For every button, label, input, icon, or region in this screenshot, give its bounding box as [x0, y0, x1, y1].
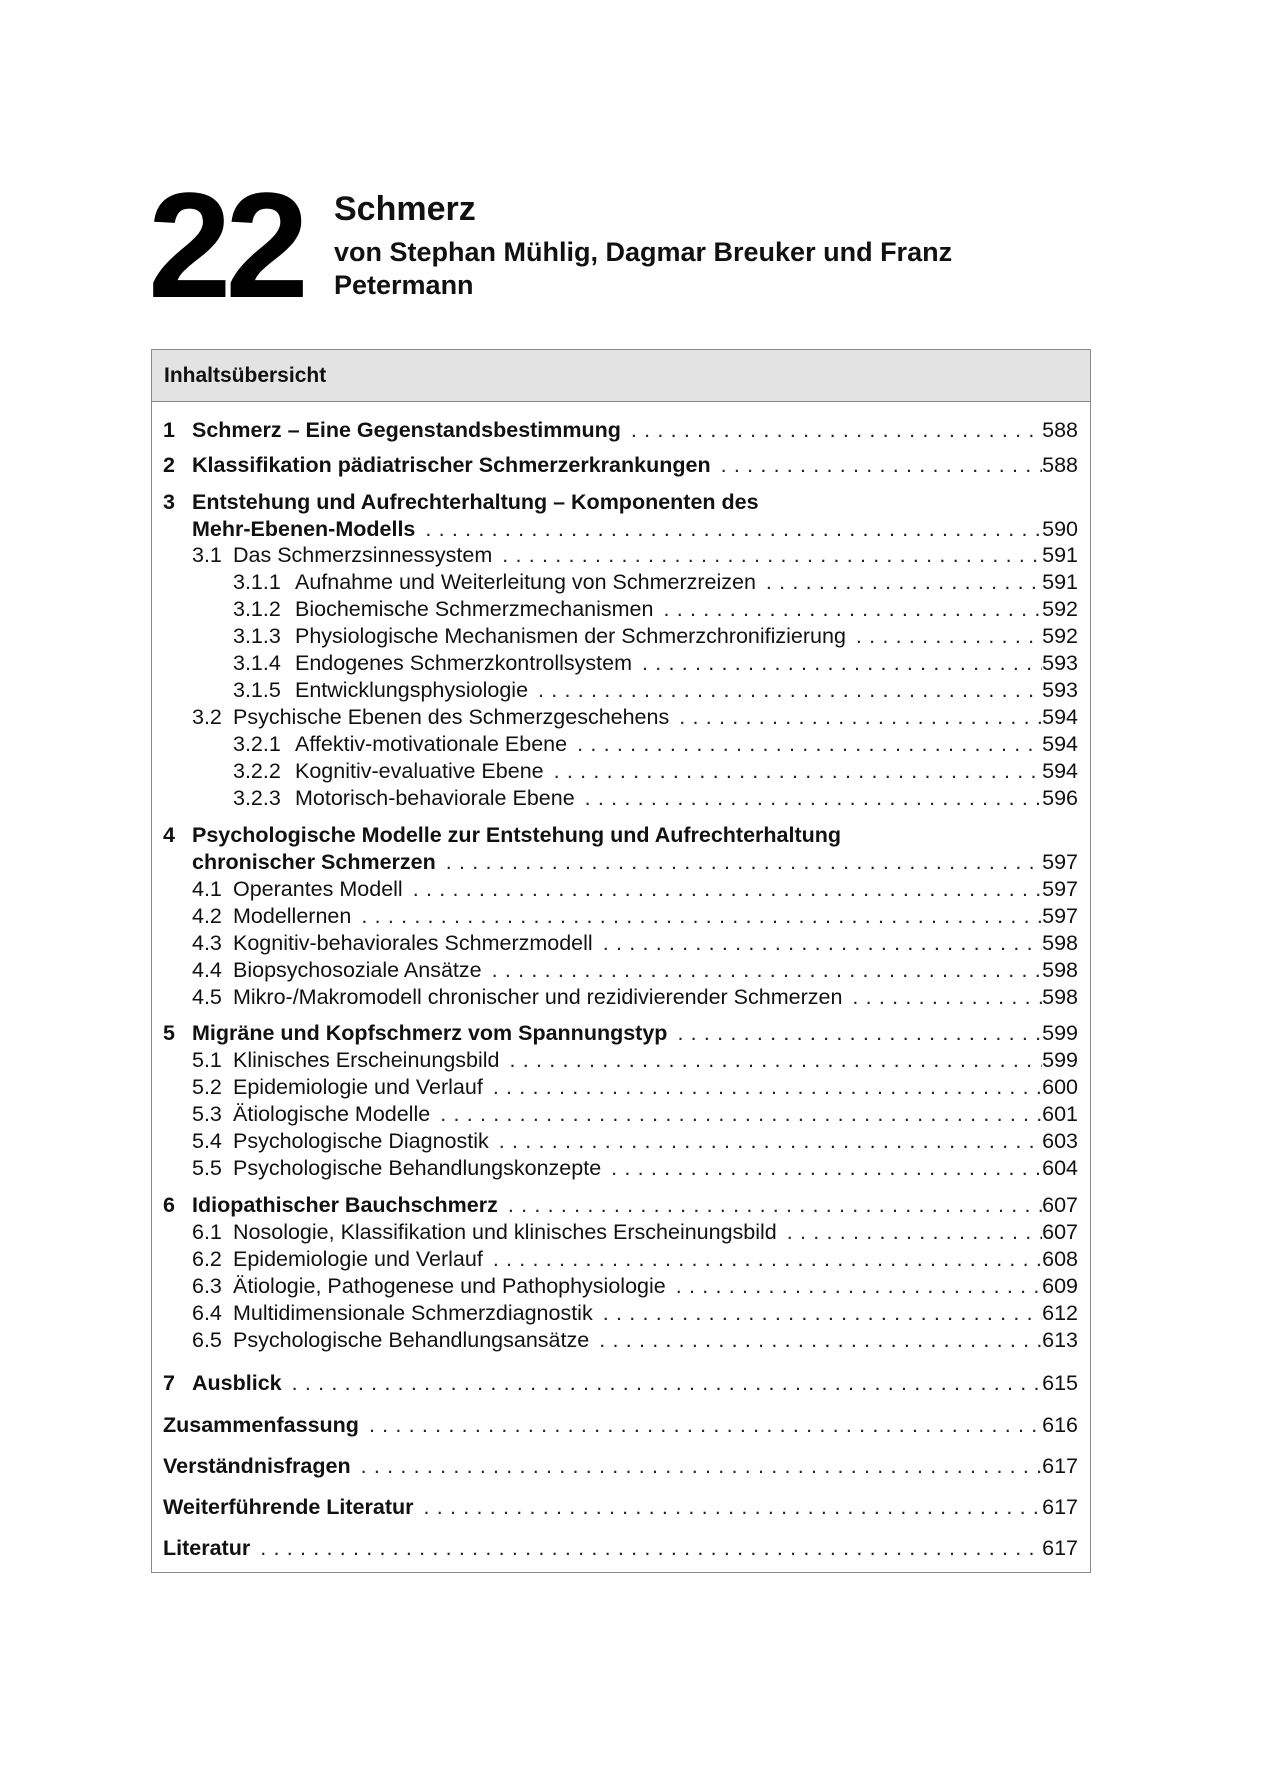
toc-entry-title: Multidimensionale Schmerzdiagnostik [233, 1301, 593, 1325]
toc-entry[interactable] [163, 677, 1078, 704]
toc-entry-title: Ausblick [192, 1371, 282, 1395]
toc-entry-page: 600 [1042, 1075, 1078, 1099]
chapter-authors: von Stephan Mühlig, Dagmar Breuker und Franz Petermann [334, 237, 953, 300]
toc-entry-title: Mikro-/Makromodell chronischer und rezidivierender Schmerzen [233, 985, 843, 1009]
dot-leader [436, 849, 1042, 876]
toc-entry-title: Operantes Modell [233, 877, 403, 901]
toc-entry[interactable] [163, 930, 1078, 957]
toc-entry-number: 7 [163, 1371, 175, 1395]
toc-entry-title: Psychologische Behandlungskonzepte [233, 1156, 602, 1180]
toc-entry-title: Psychologische Behandlungsansätze [233, 1328, 590, 1352]
toc-entry-page: 612 [1042, 1301, 1078, 1325]
toc-entry-number: 1 [163, 418, 175, 442]
toc-entry-title: Affektiv-motivationale Ebene [295, 732, 568, 756]
table-of-contents [151, 349, 1091, 1573]
toc-entry[interactable] [163, 849, 1078, 876]
toc-entry[interactable] [163, 1020, 1078, 1047]
toc-entry-number: 3.1.2 [233, 597, 281, 621]
toc-entry[interactable] [163, 731, 1078, 758]
toc-entry-page: 607 [1042, 1220, 1078, 1244]
toc-entry[interactable] [163, 516, 1078, 543]
toc-entry-title: Kognitiv-evaluative Ebene [295, 759, 544, 783]
chapter-number: 22 [148, 161, 303, 329]
toc-entry-title: Endogenes Schmerzkontrollsystem [295, 651, 632, 675]
toc-entry-number: 3.2 [192, 705, 222, 729]
dot-leader [351, 903, 1042, 930]
toc-entry[interactable] [163, 1494, 1078, 1521]
toc-entry[interactable] [163, 623, 1078, 650]
toc-entry-page: 617 [1042, 1454, 1078, 1478]
toc-entry-title: Epidemiologie und Verlauf [233, 1075, 483, 1099]
toc-entry-number: 3.1.1 [233, 570, 281, 594]
dot-leader [593, 1300, 1042, 1327]
toc-entry-title: Biochemische Schmerzmechanismen [295, 597, 654, 621]
dot-leader [756, 569, 1042, 596]
dot-leader [846, 623, 1042, 650]
dot-leader [500, 1047, 1043, 1074]
toc-entry-number: 6.2 [192, 1247, 222, 1271]
toc-entry-number: 4.5 [192, 985, 222, 1009]
dot-leader [359, 1412, 1042, 1439]
toc-entry[interactable] [163, 1155, 1078, 1182]
toc-entry-page: 599 [1042, 1021, 1078, 1045]
toc-entry-number: 5.1 [192, 1048, 222, 1072]
dot-leader [621, 417, 1042, 444]
toc-entry[interactable] [163, 1219, 1078, 1246]
dot-leader [777, 1219, 1042, 1246]
dot-leader [667, 1020, 1042, 1047]
toc-entry-page: 597 [1042, 904, 1078, 928]
dot-leader [489, 1128, 1042, 1155]
toc-entry[interactable] [163, 1074, 1078, 1101]
toc-entry[interactable] [163, 1300, 1078, 1327]
toc-entry[interactable] [163, 785, 1078, 812]
toc-entry-title: Schmerz – Eine Gegenstandsbestimmung [192, 418, 621, 442]
dot-leader [483, 1074, 1042, 1101]
toc-entry[interactable] [163, 758, 1078, 785]
toc-entry-number: 3.1.4 [233, 651, 281, 675]
toc-entry-number: 4.3 [192, 931, 222, 955]
toc-entry-page: 597 [1042, 850, 1078, 874]
toc-entry-page: 599 [1042, 1048, 1078, 1072]
dot-leader [413, 1494, 1042, 1521]
toc-entry-title: Psychische Ebenen des Schmerzgeschehens [233, 705, 670, 729]
toc-entry-title: Entwicklungsphysiologie [295, 678, 529, 702]
toc-entry-title: Modellernen [233, 904, 352, 928]
toc-entry-page: 593 [1042, 678, 1078, 702]
dot-leader [351, 1453, 1043, 1480]
toc-entry-number: 4.4 [192, 958, 222, 982]
toc-entry-title: Literatur [163, 1536, 251, 1560]
dot-leader [498, 1192, 1042, 1219]
toc-entry-title: Verständnisfragen [163, 1454, 351, 1478]
toc-entry[interactable] [163, 1128, 1078, 1155]
toc-entry-page: 590 [1042, 517, 1078, 541]
toc-entry-title: Ätiologie, Pathogenese und Pathophysiologie [233, 1274, 666, 1298]
toc-entry-title: Epidemiologie und Verlauf [233, 1247, 483, 1271]
toc-entry-number: 5.4 [192, 1129, 222, 1153]
toc-entry-title: Psychologische Diagnostik [233, 1129, 489, 1153]
toc-entry-title: Mehr-Ebenen-Modells [192, 517, 416, 541]
toc-entry-page: 617 [1042, 1495, 1078, 1519]
toc-entry-number: 6.3 [192, 1274, 222, 1298]
toc-entry[interactable] [163, 417, 1078, 444]
toc-entry-title: Migräne und Kopfschmerz vom Spannungstyp [192, 1021, 668, 1045]
toc-entry[interactable] [163, 1047, 1078, 1074]
toc-entry-page: 597 [1042, 877, 1078, 901]
toc-entry-title: Physiologische Mechanismen der Schmerzchronifizierung [295, 624, 846, 648]
toc-entry-page: 588 [1042, 418, 1078, 442]
toc-entry-title: Klassifikation pädiatrischer Schmerzerkrankungen [192, 453, 711, 477]
toc-entry[interactable] [163, 1453, 1078, 1480]
toc-entry-page: 592 [1042, 597, 1078, 621]
toc-entry-number: 3.1 [192, 543, 222, 567]
toc-entry-title: Klinisches Erscheinungsbild [233, 1048, 500, 1072]
toc-entry[interactable] [163, 1192, 1078, 1219]
toc-entry-title: Psychologische Modelle zur Entstehung und Aufrechterhaltung [192, 823, 842, 847]
dot-leader [711, 452, 1043, 479]
toc-entry-title: Weiterführende Literatur [163, 1495, 414, 1519]
toc-entry-title: Motorisch-behaviorale Ebene [295, 786, 575, 810]
toc-entry-page: 591 [1042, 570, 1078, 594]
toc-entry[interactable] [163, 1327, 1078, 1354]
toc-entry-number: 2 [163, 453, 175, 477]
dot-leader [492, 542, 1042, 569]
toc-entry[interactable] [163, 650, 1078, 677]
toc-entry-title: Biopsychosoziale Ansätze [233, 958, 482, 982]
toc-entry-page: 608 [1042, 1247, 1078, 1271]
dot-leader [589, 1327, 1042, 1354]
toc-entry[interactable] [163, 1412, 1078, 1439]
dot-leader [482, 957, 1043, 984]
toc-entry[interactable] [163, 596, 1078, 623]
toc-entry-page: 588 [1042, 453, 1078, 477]
dot-leader [282, 1370, 1043, 1397]
toc-entry-number: 4.1 [192, 877, 222, 901]
toc-entry[interactable] [163, 1246, 1078, 1273]
toc-entry-number: 5.2 [192, 1075, 222, 1099]
toc-entry-page: 616 [1042, 1413, 1078, 1437]
toc-entry-title: Ätiologische Modelle [233, 1102, 431, 1126]
toc-entry-title: Zusammenfassung [163, 1413, 359, 1437]
toc-entry[interactable] [163, 569, 1078, 596]
dot-leader [632, 650, 1042, 677]
toc-entry-page: 617 [1042, 1536, 1078, 1560]
toc-entry[interactable] [163, 489, 1078, 516]
dot-leader [593, 930, 1042, 957]
toc-entry[interactable] [163, 903, 1078, 930]
dot-leader [575, 785, 1042, 812]
dot-leader [842, 984, 1042, 1011]
toc-entry-page: 594 [1042, 705, 1078, 729]
toc-entry-title: Das Schmerzsinnessystem [233, 543, 493, 567]
toc-entry[interactable] [163, 1273, 1078, 1300]
toc-entry-number: 4.2 [192, 904, 222, 928]
toc-entry-title: chronischer Schmerzen [192, 850, 436, 874]
toc-entry-page: 596 [1042, 786, 1078, 810]
toc-entry-page: 607 [1042, 1193, 1078, 1217]
toc-entry-number: 3 [163, 490, 175, 514]
toc-entry-number: 4 [163, 823, 175, 847]
toc-entry-page: 594 [1042, 759, 1078, 783]
dot-leader [415, 516, 1042, 543]
toc-entry-page: 604 [1042, 1156, 1078, 1180]
dot-leader [483, 1246, 1042, 1273]
dot-leader [528, 677, 1042, 704]
toc-heading: Inhaltsübersicht [152, 350, 1090, 402]
toc-entry[interactable] [163, 452, 1078, 479]
toc-entry-number: 3.2.2 [233, 759, 281, 783]
toc-entry[interactable] [163, 957, 1078, 984]
toc-entry-page: 594 [1042, 732, 1078, 756]
chapter-title: Schmerz [334, 190, 476, 228]
toc-entry-number: 3.1.5 [233, 678, 281, 702]
toc-entry-number: 3.2.3 [233, 786, 281, 810]
toc-entry-page: 591 [1042, 543, 1078, 567]
toc-entry-number: 6.1 [192, 1220, 222, 1244]
toc-entry-number: 6.5 [192, 1328, 222, 1352]
toc-entry-page: 615 [1042, 1371, 1078, 1395]
dot-leader [669, 704, 1042, 731]
dot-leader [601, 1155, 1042, 1182]
toc-entry-number: 6.4 [192, 1301, 222, 1325]
toc-entry[interactable] [163, 1535, 1078, 1562]
toc-entry-title: Entstehung und Aufrechterhaltung – Komponenten des [192, 490, 759, 514]
toc-entry-number: 3.2.1 [233, 732, 281, 756]
toc-entry-title: Kognitiv-behaviorales Schmerzmodell [233, 931, 593, 955]
toc-entry-title: Nosologie, Klassifikation und klinisches Erscheinungsbild [233, 1220, 777, 1244]
toc-entry-number: 5.5 [192, 1156, 222, 1180]
toc-entry-page: 601 [1042, 1102, 1078, 1126]
dot-leader [653, 596, 1042, 623]
toc-entry-title: Idiopathischer Bauchschmerz [192, 1193, 498, 1217]
toc-entry-page: 598 [1042, 985, 1078, 1009]
toc-entry[interactable] [163, 542, 1078, 569]
toc-entry-page: 592 [1042, 624, 1078, 648]
toc-entry[interactable] [163, 1101, 1078, 1128]
toc-entry[interactable] [163, 876, 1078, 903]
toc-entry-title: Aufnahme und Weiterleitung von Schmerzreizen [295, 570, 756, 594]
toc-entry-page: 609 [1042, 1274, 1078, 1298]
toc-entry-number: 3.1.3 [233, 624, 281, 648]
dot-leader [567, 731, 1042, 758]
dot-leader [666, 1273, 1042, 1300]
toc-entry[interactable] [163, 1370, 1078, 1397]
dot-leader [544, 758, 1043, 785]
toc-entry-number: 5.3 [192, 1102, 222, 1126]
toc-entry-page: 603 [1042, 1129, 1078, 1153]
toc-entry-page: 598 [1042, 931, 1078, 955]
dot-leader [250, 1535, 1042, 1562]
dot-leader [430, 1101, 1042, 1128]
toc-entry[interactable] [163, 822, 1078, 849]
toc-entry[interactable] [163, 984, 1078, 1011]
toc-entry-page: 598 [1042, 958, 1078, 982]
toc-entry[interactable] [163, 704, 1078, 731]
chapter-header [148, 161, 1048, 329]
dot-leader [403, 876, 1042, 903]
toc-entry-number: 6 [163, 1193, 175, 1217]
toc-entry-page: 613 [1042, 1328, 1078, 1352]
toc-entry-page: 593 [1042, 651, 1078, 675]
toc-entry-number: 5 [163, 1021, 175, 1045]
